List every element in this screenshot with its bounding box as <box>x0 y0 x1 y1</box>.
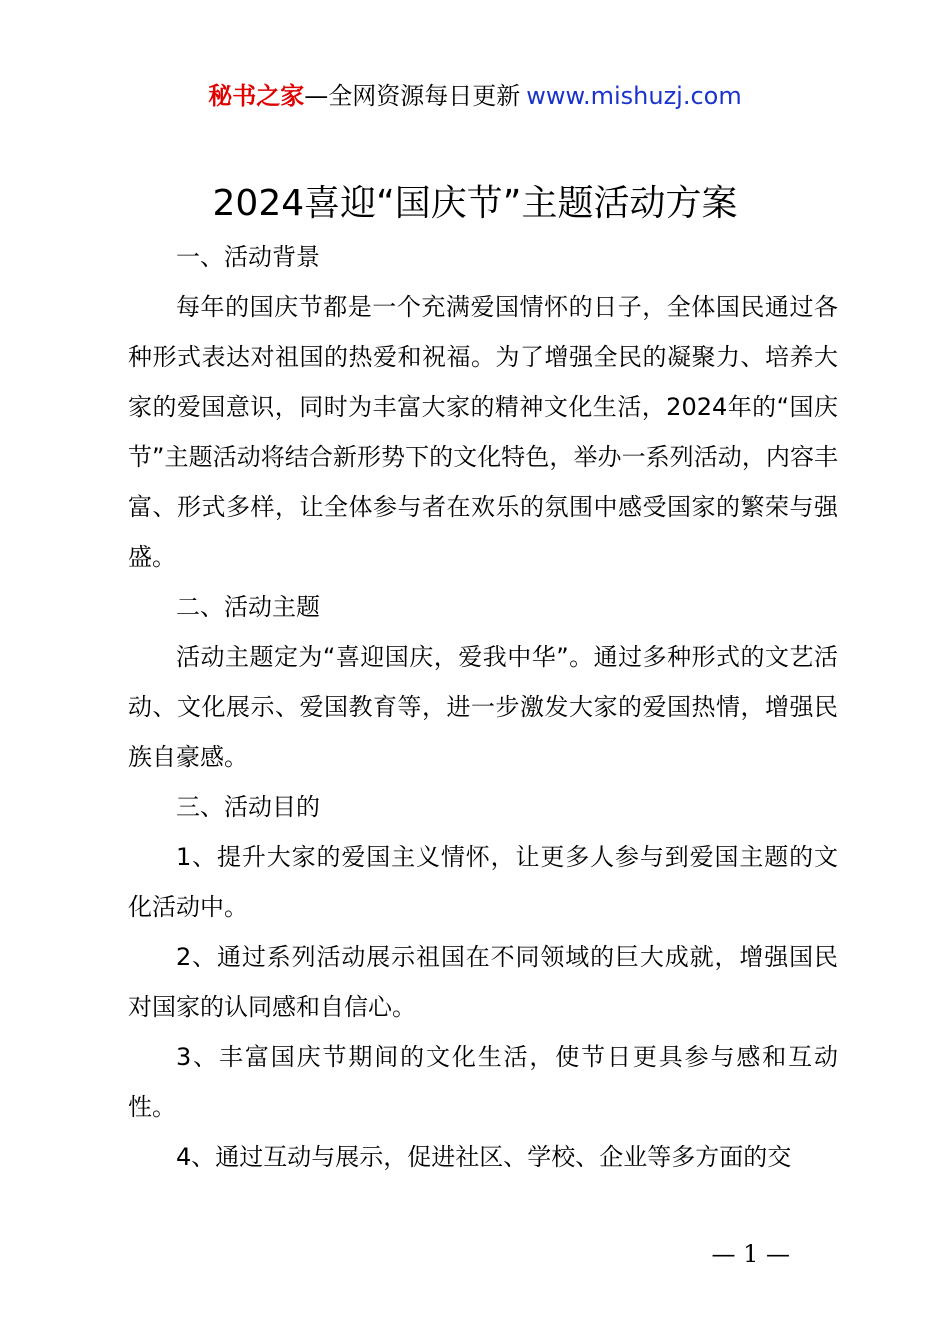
purpose-item-3: 3、丰富国庆节期间的文化生活，使节日更具参与感和互动性。 <box>128 1043 838 1121</box>
brand-name: 秘书之家 <box>208 82 305 110</box>
section-heading-purpose: 三、活动目的 <box>176 793 320 821</box>
site-header <box>0 80 950 112</box>
paragraph-theme: 活动主题定为“喜迎国庆，爱我中华”。通过多种形式的文艺活动、文化展示、爱国教育等，进一步激发大家的爱国热情，增强民族自豪感。 <box>128 643 838 771</box>
header-slogan: —全网资源每日更新 <box>304 82 521 110</box>
section-heading-theme: 二、活动主题 <box>176 593 320 621</box>
purpose-item-4: 4、通过互动与展示，促进社区、学校、企业等多方面的交 <box>176 1143 792 1171</box>
document-title: 2024喜迎“国庆节”主题活动方案 <box>212 183 738 224</box>
purpose-item-2: 2、通过系列活动展示祖国在不同领域的巨大成就，增强国民对国家的认同感和自信心。 <box>128 943 838 1021</box>
purpose-item-1: 1、提升大家的爱国主义情怀，让更多人参与到爱国主题的文化活动中。 <box>128 843 838 921</box>
section-heading-background: 一、活动背景 <box>176 243 320 271</box>
page-number: — 1 — <box>711 1240 790 1268</box>
site-url-link[interactable]: www.mishuzj.com <box>526 82 742 110</box>
paragraph-background: 每年的国庆节都是一个充满爱国情怀的日子，全体国民通过各种形式表达对祖国的热爱和祝福。为了增强全民的凝聚力、培养大家的爱国意识，同时为丰富大家的精神文化生活，2024年的“国庆节”主题活动将结合新形势下的文化特色，举办一系列活动，内容丰富、形式多样，让全体参与者在欢乐的氛围中感受国家的繁荣与强盛。 <box>128 293 838 571</box>
document-body <box>128 232 838 1182</box>
